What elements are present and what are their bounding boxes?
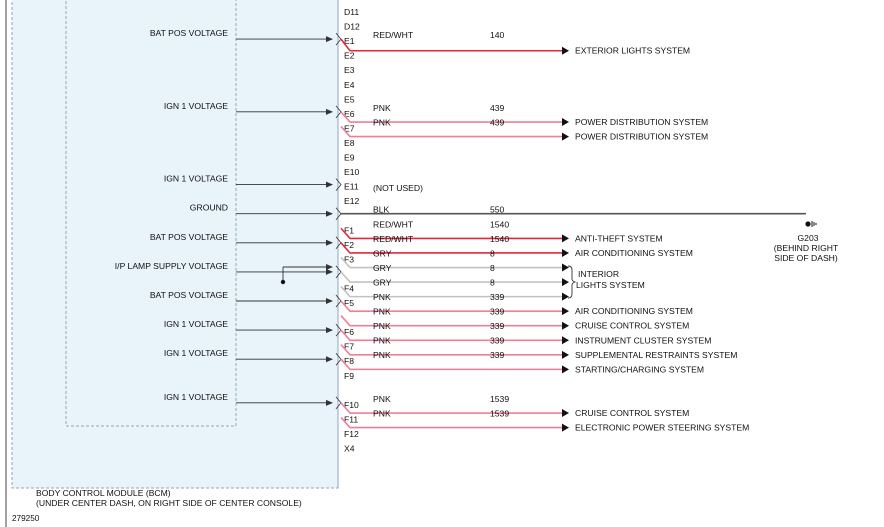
wire-destination: EXTERIOR LIGHTS SYSTEM	[575, 45, 691, 56]
pin-label: F2	[344, 239, 355, 250]
wire-arrow	[562, 336, 569, 344]
wire-arrow	[562, 293, 569, 301]
wire-color-code: PNK	[373, 306, 391, 317]
wire-line	[341, 359, 562, 369]
figure-number: 279250	[12, 514, 40, 523]
pin-label: F6	[344, 327, 355, 338]
wire-destination: STARTING/CHARGING SYSTEM	[575, 364, 705, 375]
wire-circuit-number: 339	[490, 350, 505, 361]
pin-label: F1	[344, 225, 355, 236]
wire-destination: ELECTRONIC POWER STEERING SYSTEM	[575, 422, 750, 433]
wire-destination: AIR CONDITIONING SYSTEM	[575, 306, 693, 317]
wire-circuit-number: 8	[490, 277, 495, 288]
wire-destination: POWER DISTRIBUTION SYSTEM	[575, 117, 709, 128]
input-label: BAT POS VOLTAGE	[149, 290, 228, 300]
wire-destination: SUPPLEMENTAL RESTRAINTS SYSTEM	[575, 349, 738, 360]
wire-arrow	[562, 249, 569, 257]
wire-arrow	[562, 424, 569, 432]
wire-destination: AIR CONDITIONING SYSTEM	[575, 247, 693, 258]
wire-line	[341, 126, 562, 136]
pin-label: E9	[344, 152, 355, 163]
wire-color-code: RED/WHT	[373, 219, 414, 230]
wire-destination: POWER DISTRIBUTION SYSTEM	[575, 131, 709, 142]
input-label: BAT POS VOLTAGE	[149, 231, 228, 242]
wire-circuit-number: 140	[490, 30, 505, 41]
pin-label: X4	[344, 443, 355, 454]
wire-circuit-number: 8	[490, 262, 495, 273]
wire-color-code: RED/WHT	[373, 233, 414, 244]
not-used-label: (NOT USED)	[373, 183, 423, 193]
connector-pins	[344, 7, 360, 454]
wire-destination: ANTI-THEFT SYSTEM	[575, 233, 663, 244]
wire-color-code: PNK	[373, 117, 391, 128]
wire-arrow	[562, 365, 569, 373]
wire-arrow	[562, 47, 569, 55]
input-label: IGN 1 VOLTAGE	[163, 100, 228, 111]
wire-arrow	[562, 351, 569, 359]
wire-circuit-number: 339	[490, 335, 505, 346]
wire-color-code: GRY	[373, 248, 392, 259]
wire-destination: CRUISE CONTROL SYSTEM	[575, 320, 690, 331]
bracket-label-line1: INTERIOR	[578, 269, 620, 279]
wire-arrow	[562, 234, 569, 242]
wire-circuit-number: 8	[490, 248, 495, 259]
wire-line	[341, 39, 562, 51]
wire-arrow	[562, 307, 569, 315]
input-label: IGN 1 VOLTAGE	[163, 319, 228, 330]
pin-label: F7	[344, 341, 355, 352]
splice-dot	[281, 280, 285, 284]
wire-color-code: PNK	[373, 335, 391, 346]
input-label: IGN 1 VOLTAGE	[163, 173, 228, 184]
wire-circuit-number: 439	[490, 102, 505, 113]
pin-label: D11	[344, 7, 360, 17]
wire-color-code: GRY	[373, 262, 392, 273]
wire-arrow	[562, 278, 569, 286]
pin-label: F12	[344, 428, 359, 439]
bracket-label-line2: LIGHTS SYSTEM	[576, 280, 645, 290]
interior-lights-bracket	[568, 266, 645, 298]
wire-arrow	[562, 264, 569, 272]
pin-label: F11	[344, 414, 359, 425]
pin-label: E10	[344, 167, 360, 178]
wire-circuit-number: 339	[490, 306, 505, 317]
wire-circuit-number: 339	[490, 292, 505, 302]
pin-label: F9	[344, 370, 355, 381]
wire-arrow	[562, 409, 569, 417]
wire-color-code: PNK	[373, 102, 391, 113]
wire-color-code: PNK	[373, 408, 391, 419]
input-label: IGN 1 VOLTAGE	[163, 348, 228, 359]
pin-label: D12	[344, 21, 360, 32]
wire-color-code: PNK	[373, 393, 391, 404]
module-subtitle: (UNDER CENTER DASH, ON RIGHT SIDE OF CENTER CONSOLE)	[36, 498, 302, 508]
wire-color-code: GRY	[373, 277, 392, 288]
pin-label: F3	[344, 254, 355, 265]
ground-note-line1: (BEHIND RIGHT	[773, 243, 839, 253]
ground-symbol	[774, 221, 839, 263]
input-label: GROUND	[189, 202, 228, 213]
wire-circuit-number: 1540	[490, 219, 510, 230]
pin-label: E7	[344, 123, 355, 134]
pin-label: E3	[344, 65, 355, 76]
wire-circuit-number: 439	[490, 117, 505, 128]
wire-color-code: PNK	[373, 350, 391, 361]
ground-label: G203	[797, 233, 819, 243]
pin-label: E4	[344, 79, 355, 90]
wire-circuit-number: 339	[490, 321, 505, 332]
wire-color-code: RED/WHT	[373, 30, 414, 41]
wire-circuit-number: 1539	[490, 393, 510, 404]
pin-label: E5	[344, 94, 355, 105]
pin-label: E2	[344, 50, 355, 61]
pin-label: E12	[344, 196, 360, 207]
wire-destination: INSTRUMENT CLUSTER SYSTEM	[575, 335, 712, 346]
pin-label: E6	[344, 108, 355, 119]
pin-label: F4	[344, 283, 355, 294]
input-label: BAT POS VOLTAGE	[149, 28, 228, 39]
bcm-module-body	[12, 0, 338, 488]
wire-arrow	[562, 133, 569, 141]
wire-circuit-number: 1540	[490, 233, 510, 244]
input-label: IGN 1 VOLTAGE	[163, 391, 228, 402]
wire-arrow	[562, 118, 569, 126]
wire-color-code: BLK	[373, 204, 390, 215]
wire-destination: CRUISE CONTROL SYSTEM	[575, 408, 690, 419]
module-title: BODY CONTROL MODULE (BCM)	[36, 488, 171, 498]
pin-label: F8	[344, 356, 355, 367]
wire-line	[341, 417, 562, 427]
output-wires	[341, 30, 806, 432]
pin-label: F5	[344, 298, 355, 308]
wire-circuit-number: 1539	[490, 408, 510, 419]
pin-label: E11	[344, 181, 359, 192]
wire-circuit-number: 550	[490, 204, 505, 215]
pin-label: E8	[344, 137, 355, 148]
pin-label: E1	[344, 36, 355, 47]
pin-label: F10	[344, 399, 359, 410]
wire-color-code: PNK	[373, 321, 391, 332]
wire-color-code: PNK	[373, 292, 391, 302]
ground-note-line2: SIDE OF DASH)	[774, 253, 838, 263]
wire-arrow	[562, 322, 569, 330]
input-label: I/P LAMP SUPPLY VOLTAGE	[114, 260, 228, 271]
